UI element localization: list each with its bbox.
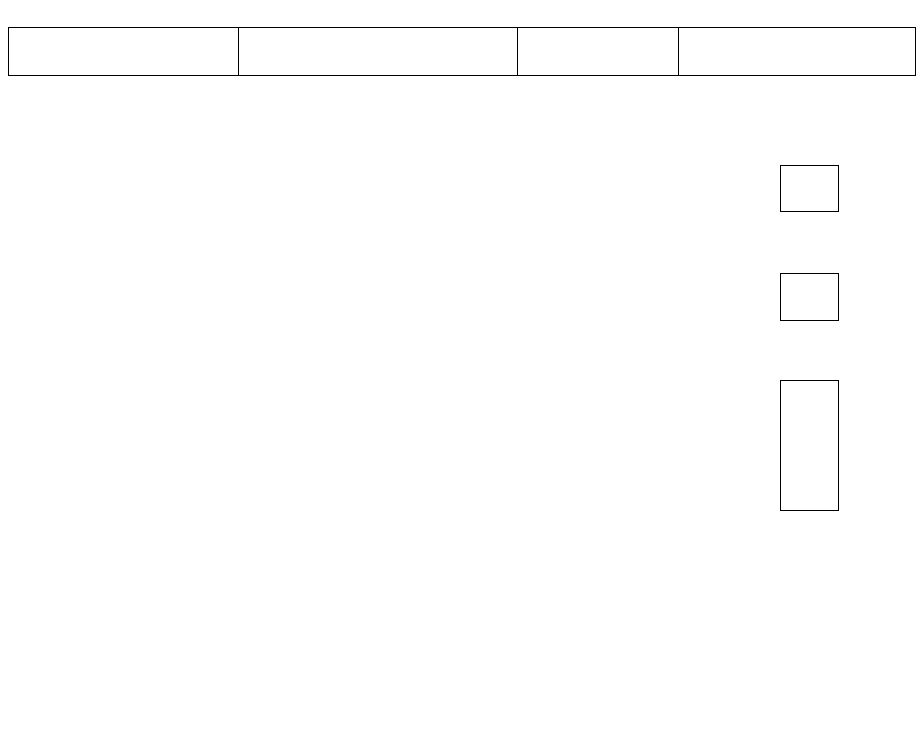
header-lake-box xyxy=(8,27,239,76)
header-date-box xyxy=(517,27,679,76)
big-bass-1-box xyxy=(780,165,839,212)
big-bass-2-box xyxy=(780,273,839,321)
dead-fish-box xyxy=(780,380,839,511)
header-mid-box xyxy=(238,27,518,76)
header-right-box xyxy=(678,27,916,76)
